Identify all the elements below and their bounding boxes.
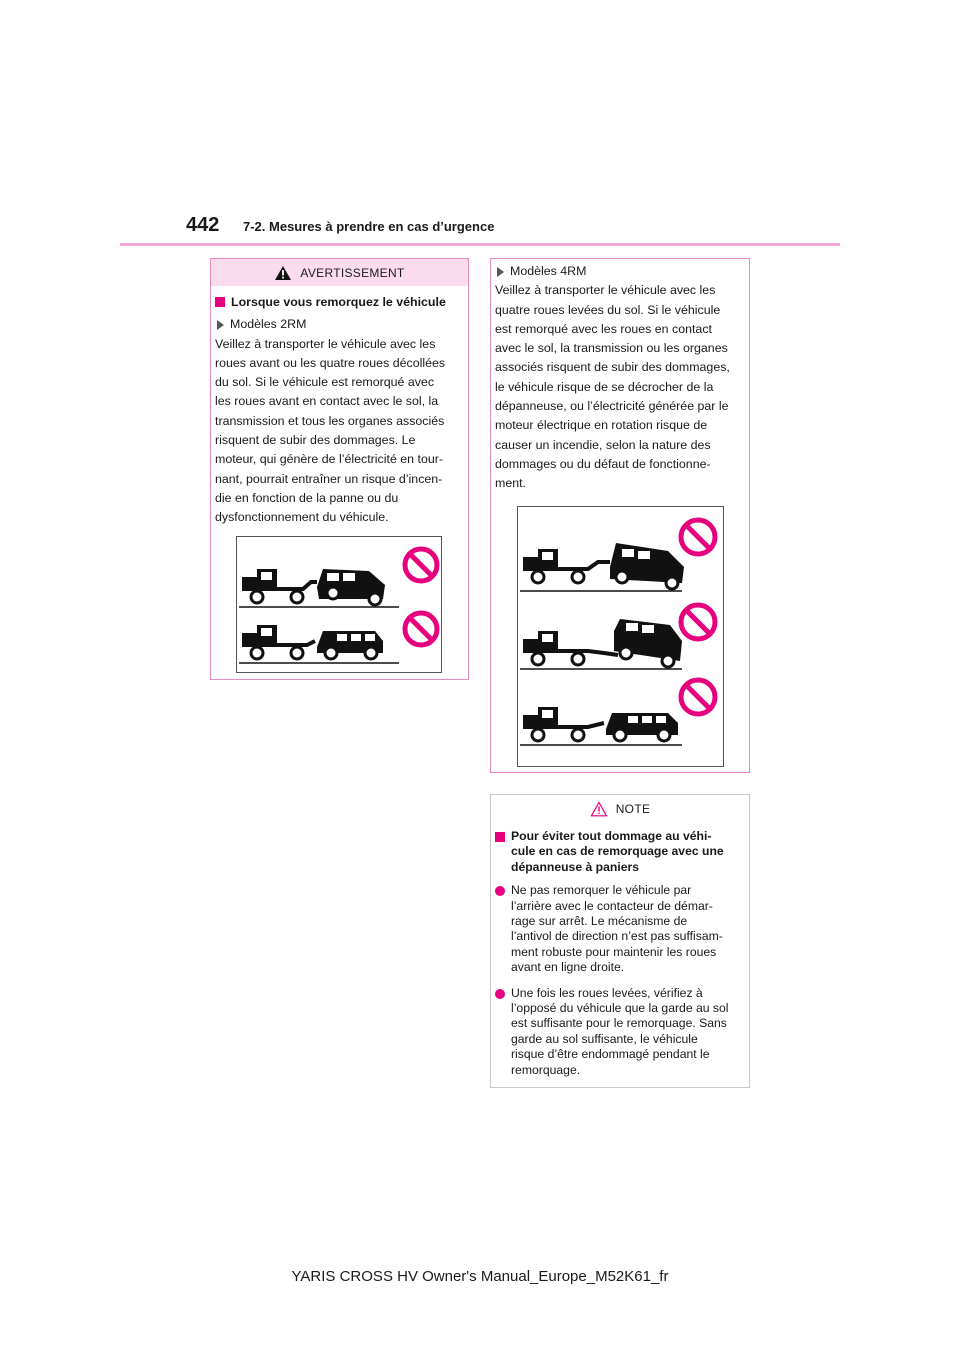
note-box <box>490 794 750 1088</box>
continuation-line: dommages ou du défaut de fonctionne- <box>495 456 711 471</box>
tow-illustration-4wd <box>517 506 724 767</box>
warning-line: roues avant ou les quatre roues décollées <box>215 355 446 370</box>
prohibited-icon <box>681 520 715 554</box>
header-rule <box>120 243 840 246</box>
square-bullet-icon <box>215 297 225 307</box>
warning-title: AVERTISSEMENT <box>300 265 405 280</box>
warning-line: dysfonctionnement du véhicule. <box>215 510 389 525</box>
continuation-model-label: Modèles 4RM <box>495 262 745 281</box>
continuation-line: dépanneuse, ou l’électricité générée par le <box>495 399 729 414</box>
warning-line: risquent de subir des dommages. Le <box>215 433 416 448</box>
tow-illustration-2wd <box>236 536 442 673</box>
warning-line: nant, pourrait entraîner un risque d’incen- <box>215 471 443 486</box>
warning-line: les roues avant en contact avec le sol, la <box>215 394 439 409</box>
warning-line: die en fonction de la panne ou du <box>215 490 399 505</box>
continuation-line: le véhicule risque de se décrocher de la <box>495 379 714 394</box>
note-heading: Pour éviter tout dommage au véhi- cule en cas de remorquage avec une dépanneuse à paniers <box>495 829 745 875</box>
note-item: Ne pas remorquer le véhicule par l’arrière avec le contacteur de démar- rage sur arrêt. Le mécanisme de l’antivol de direction n’est pas suffisam- ment robuste pour maintenir les roues avant en ligne droite. <box>495 883 745 975</box>
note-title: NOTE <box>615 802 651 816</box>
page-number: 442 <box>186 214 220 236</box>
round-bullet-icon <box>495 989 505 999</box>
triangle-bullet-icon <box>217 320 224 330</box>
note-item: Une fois les roues levées, vérifiez à l’opposé du véhicule que la garde au sol est suffisante pour le remorquage. Sans garde au sol suffisante, le véhicule risque d’être endommagé pendant le remorquage. <box>495 986 745 1078</box>
triangle-bullet-icon <box>497 267 504 277</box>
continuation-line: Veillez à transporter le véhicule avec les <box>495 283 716 298</box>
caution-triangle-icon <box>590 801 608 817</box>
warning-line: moteur, qui génère de l’électricité en tour- <box>215 452 443 467</box>
continuation-line: moteur électrique en rotation risque de <box>495 418 708 433</box>
warning-content <box>211 286 468 528</box>
warning-model-label: Modèles 2RM <box>215 315 464 334</box>
warning-line: transmission et tous les organes associés <box>215 413 445 428</box>
tow-truck-illustration <box>518 507 723 766</box>
prohibited-icon <box>681 605 715 639</box>
footer-text: YARIS CROSS HV Owner's Manual_Europe_M52K61_fr <box>291 1268 669 1285</box>
warning-triangle-icon <box>274 265 292 281</box>
continuation-line: quatre roues levées du sol. Si le véhicule <box>495 302 721 317</box>
tow-truck-illustration <box>237 537 441 672</box>
prohibited-icon <box>405 549 437 581</box>
continuation-line: est remorqué avec les roues en contact <box>495 321 712 336</box>
section-title: 7-2. Mesures à prendre en cas d’urgence <box>243 219 495 234</box>
prohibited-icon <box>681 680 715 714</box>
note-header <box>491 795 749 823</box>
note-content <box>491 823 749 1078</box>
continuation-line: associés risquent de subir des dommages, <box>495 360 730 375</box>
prohibited-icon <box>405 613 437 645</box>
warning-line: Veillez à transporter le véhicule avec les <box>215 336 436 351</box>
warning-heading: Lorsque vous remorquez le véhicule <box>215 293 464 312</box>
continuation-line: causer un incendie, selon la nature des <box>495 437 711 452</box>
continuation-line: ment. <box>495 476 526 491</box>
square-bullet-icon <box>495 832 505 842</box>
continuation-content <box>491 259 749 494</box>
warning-line: du sol. Si le véhicule est remorqué avec <box>215 375 435 390</box>
warning-header <box>211 259 468 286</box>
continuation-line: avec le sol, la transmission ou les organes <box>495 341 728 356</box>
round-bullet-icon <box>495 886 505 896</box>
